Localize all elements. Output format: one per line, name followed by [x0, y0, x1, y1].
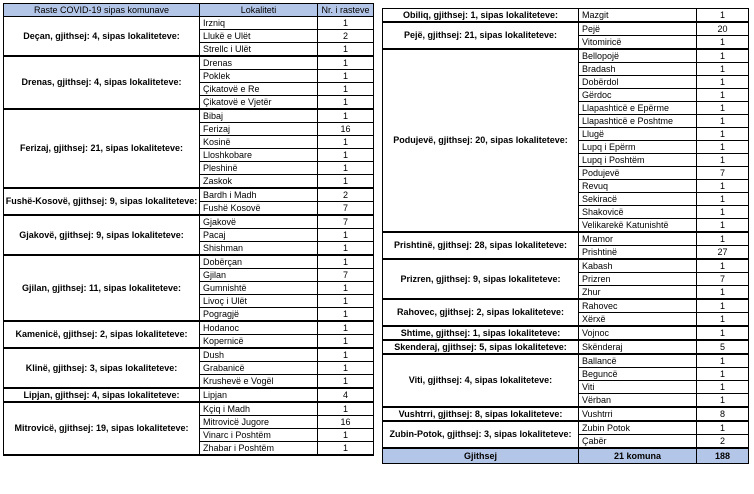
case-count-cell: 4: [318, 388, 374, 402]
locality-cell: Podujevë: [579, 167, 697, 180]
table-row: [383, 421, 749, 435]
total-row: [383, 448, 749, 464]
case-count-cell: 1: [697, 102, 749, 115]
case-count-cell: 1: [697, 354, 749, 368]
case-count-cell: 2: [697, 435, 749, 449]
locality-cell: Çikatovë e Vjetër: [200, 96, 318, 110]
case-count-cell: 1: [318, 295, 374, 308]
locality-cell: Bellopojë: [579, 49, 697, 63]
locality-cell: Lupq i Poshtëm: [579, 154, 697, 167]
case-count-cell: 1: [697, 394, 749, 408]
locality-cell: Irzniq: [200, 17, 318, 30]
case-count-cell: 1: [697, 259, 749, 273]
locality-cell: Ballancë: [579, 354, 697, 368]
case-count-cell: 1: [697, 154, 749, 167]
case-count-cell: 1: [697, 180, 749, 193]
case-count-cell: 1: [697, 232, 749, 246]
locality-cell: Zhabar i Poshtëm: [200, 442, 318, 456]
locality-cell: Strellc i Ulët: [200, 43, 318, 57]
locality-cell: Viti: [579, 381, 697, 394]
case-count-cell: 1: [318, 70, 374, 83]
locality-cell: Kopernicë: [200, 335, 318, 349]
locality-cell: Gjakovë: [200, 215, 318, 229]
case-count-cell: 1: [318, 162, 374, 175]
locality-cell: Beguncë: [579, 368, 697, 381]
case-count-cell: 1: [318, 429, 374, 442]
header-case-count: Nr. i rasteve: [318, 4, 374, 17]
locality-cell: Kosinë: [200, 136, 318, 149]
locality-cell: Revuq: [579, 180, 697, 193]
left-cases-table: [3, 3, 374, 456]
case-count-cell: 1: [697, 326, 749, 340]
case-count-cell: 1: [697, 381, 749, 394]
locality-cell: Vitomiricë: [579, 36, 697, 50]
municipality-cell: Zubin-Potok, gjithsej: 3, sipas lokaliteteve:: [383, 421, 579, 448]
locality-cell: Llukë e Ulët: [200, 30, 318, 43]
locality-cell: Lloshkobare: [200, 149, 318, 162]
municipality-cell: Prizren, gjithsej: 9, sipas lokaliteteve:: [383, 259, 579, 299]
case-count-cell: 1: [697, 76, 749, 89]
header-locality: Lokaliteti: [200, 4, 318, 17]
case-count-cell: 7: [697, 273, 749, 286]
locality-cell: Hodanoc: [200, 321, 318, 335]
locality-cell: Bibaj: [200, 109, 318, 123]
municipality-cell: Pejë, gjithsej: 21, sipas lokaliteteve:: [383, 22, 579, 49]
locality-cell: Pacaj: [200, 229, 318, 242]
locality-cell: Lupq i Epërm: [579, 141, 697, 154]
table-row: [383, 407, 749, 421]
locality-cell: Poklek: [200, 70, 318, 83]
total-municipalities: 21 komuna: [579, 448, 697, 464]
locality-cell: Zubin Potok: [579, 421, 697, 435]
case-count-cell: 1: [318, 255, 374, 269]
table-row: [383, 326, 749, 340]
locality-cell: Llugë: [579, 128, 697, 141]
case-count-cell: 1: [318, 242, 374, 256]
locality-cell: Mazgit: [579, 9, 697, 23]
case-count-cell: 1: [697, 206, 749, 219]
table-row: [383, 354, 749, 368]
case-count-cell: 1: [318, 442, 374, 456]
municipality-cell: Rahovec, gjithsej: 2, sipas lokaliteteve:: [383, 299, 579, 326]
municipality-cell: Gjakovë, gjithsej: 9, sipas lokaliteteve:: [4, 215, 200, 255]
case-count-cell: 1: [318, 175, 374, 189]
case-count-cell: 20: [697, 22, 749, 36]
municipality-cell: Podujevë, gjithsej: 20, sipas lokaliteteve:: [383, 49, 579, 232]
locality-cell: Prizren: [579, 273, 697, 286]
locality-cell: Prishtinë: [579, 246, 697, 260]
locality-cell: Llapashticë e Epërme: [579, 102, 697, 115]
table-row: [383, 340, 749, 354]
table-row: [4, 109, 374, 123]
case-count-cell: 1: [318, 149, 374, 162]
case-count-cell: 1: [318, 43, 374, 57]
locality-cell: Pleshinë: [200, 162, 318, 175]
municipality-cell: Drenas, gjithsej: 4, sipas lokaliteteve:: [4, 56, 200, 109]
locality-cell: Çikatovë e Re: [200, 83, 318, 96]
table-row: [4, 17, 374, 30]
table-row: [4, 321, 374, 335]
table-row: [383, 232, 749, 246]
case-count-cell: 7: [697, 167, 749, 180]
case-count-cell: 1: [697, 49, 749, 63]
municipality-cell: Gjilan, gjithsej: 11, sipas lokaliteteve:: [4, 255, 200, 321]
case-count-cell: 1: [318, 348, 374, 362]
case-count-cell: 7: [318, 269, 374, 282]
total-label: Gjithsej: [383, 448, 579, 464]
table-row: [383, 22, 749, 36]
case-count-cell: 2: [318, 30, 374, 43]
locality-cell: Grabanicë: [200, 362, 318, 375]
case-count-cell: 1: [697, 89, 749, 102]
locality-cell: Rahovec: [579, 299, 697, 313]
case-count-cell: 1: [697, 313, 749, 327]
locality-cell: Gjilan: [200, 269, 318, 282]
municipality-cell: Prishtinë, gjithsej: 28, sipas lokaliteteve:: [383, 232, 579, 259]
case-count-cell: 1: [318, 83, 374, 96]
case-count-cell: 1: [697, 219, 749, 233]
case-count-cell: 1: [318, 17, 374, 30]
municipality-cell: Obiliq, gjithsej: 1, sipas lokaliteteve:: [383, 9, 579, 23]
case-count-cell: 1: [697, 193, 749, 206]
locality-cell: Velikarekë Katunishtë: [579, 219, 697, 233]
municipality-cell: Lipjan, gjithsej: 4, sipas lokaliteteve:: [4, 388, 200, 402]
case-count-cell: 16: [318, 123, 374, 136]
locality-cell: Sekiracë: [579, 193, 697, 206]
table-row: [4, 215, 374, 229]
locality-cell: Xërxë: [579, 313, 697, 327]
locality-cell: Dush: [200, 348, 318, 362]
locality-cell: Vojnoc: [579, 326, 697, 340]
case-count-cell: 1: [697, 36, 749, 50]
locality-cell: Shishman: [200, 242, 318, 256]
table-row: [383, 259, 749, 273]
case-count-cell: 1: [697, 9, 749, 23]
case-count-cell: 7: [318, 202, 374, 216]
header-municipality: Raste COVID-19 sipas komunave: [4, 4, 200, 17]
municipality-cell: Vushtrri, gjithsej: 8, sipas lokaliteteve:: [383, 407, 579, 421]
municipality-cell: Mitrovicë, gjithsej: 19, sipas lokaliteteve:: [4, 402, 200, 455]
case-count-cell: 5: [697, 340, 749, 354]
case-count-cell: 8: [697, 407, 749, 421]
case-count-cell: 16: [318, 416, 374, 429]
municipality-cell: Fushë-Kosovë, gjithsej: 9, sipas lokaliteteve:: [4, 188, 200, 215]
case-count-cell: 1: [318, 321, 374, 335]
locality-cell: Vushtrri: [579, 407, 697, 421]
municipality-cell: Viti, gjithsej: 4, sipas lokaliteteve:: [383, 354, 579, 407]
municipality-cell: Kamenicë, gjithsej: 2, sipas lokaliteteve:: [4, 321, 200, 348]
municipality-cell: Skenderaj, gjithsej: 5, sipas lokaliteteve:: [383, 340, 579, 354]
locality-cell: Gërdoc: [579, 89, 697, 102]
table-row: [4, 255, 374, 269]
case-count-cell: 1: [697, 63, 749, 76]
locality-cell: Bradash: [579, 63, 697, 76]
locality-cell: Kabash: [579, 259, 697, 273]
municipality-cell: Shtime, gjithsej: 1, sipas lokaliteteve:: [383, 326, 579, 340]
locality-cell: Pogragjë: [200, 308, 318, 322]
locality-cell: Mitrovicë Jugore: [200, 416, 318, 429]
locality-cell: Dobërdol: [579, 76, 697, 89]
locality-cell: Çabër: [579, 435, 697, 449]
table-row: [383, 49, 749, 63]
locality-cell: Drenas: [200, 56, 318, 70]
case-count-cell: 1: [697, 286, 749, 300]
case-count-cell: 1: [697, 115, 749, 128]
locality-cell: Vinarc i Poshtëm: [200, 429, 318, 442]
case-count-cell: 27: [697, 246, 749, 260]
table-row: [383, 9, 749, 23]
locality-cell: Vërban: [579, 394, 697, 408]
case-count-cell: 1: [318, 56, 374, 70]
locality-cell: Fushë Kosovë: [200, 202, 318, 216]
case-count-cell: 1: [697, 299, 749, 313]
locality-cell: Ferizaj: [200, 123, 318, 136]
locality-cell: Zaskok: [200, 175, 318, 189]
locality-cell: Mramor: [579, 232, 697, 246]
locality-cell: Krushevë e Vogël: [200, 375, 318, 389]
locality-cell: Dobërçan: [200, 255, 318, 269]
case-count-cell: 1: [318, 282, 374, 295]
right-cases-table: [382, 8, 749, 464]
case-count-cell: 1: [318, 136, 374, 149]
table-row: [4, 56, 374, 70]
case-count-cell: 1: [318, 402, 374, 416]
case-count-cell: 7: [318, 215, 374, 229]
locality-cell: Kçiq i Madh: [200, 402, 318, 416]
table-row: [4, 348, 374, 362]
municipality-cell: Klinë, gjithsej: 3, sipas lokaliteteve:: [4, 348, 200, 388]
locality-cell: Pejë: [579, 22, 697, 36]
total-cases: 188: [697, 448, 749, 464]
locality-cell: Llapashticë e Poshtme: [579, 115, 697, 128]
case-count-cell: 1: [318, 109, 374, 123]
case-count-cell: 1: [697, 421, 749, 435]
case-count-cell: 1: [318, 229, 374, 242]
case-count-cell: 1: [318, 308, 374, 322]
case-count-cell: 1: [318, 96, 374, 110]
case-count-cell: 1: [697, 141, 749, 154]
locality-cell: Zhur: [579, 286, 697, 300]
table-row: [383, 299, 749, 313]
locality-cell: Skënderaj: [579, 340, 697, 354]
locality-cell: Lipjan: [200, 388, 318, 402]
case-count-cell: 1: [697, 128, 749, 141]
municipality-cell: Deçan, gjithsej: 4, sipas lokaliteteve:: [4, 17, 200, 57]
locality-cell: Bardh i Madh: [200, 188, 318, 202]
case-count-cell: 1: [318, 362, 374, 375]
case-count-cell: 2: [318, 188, 374, 202]
table-row: [4, 388, 374, 402]
case-count-cell: 1: [318, 375, 374, 389]
locality-cell: Gumnishtë: [200, 282, 318, 295]
table-row: [4, 188, 374, 202]
locality-cell: Livoç i Ulët: [200, 295, 318, 308]
case-count-cell: 1: [318, 335, 374, 349]
municipality-cell: Ferizaj, gjithsej: 21, sipas lokaliteteve:: [4, 109, 200, 188]
locality-cell: Shakovicë: [579, 206, 697, 219]
table-row: [4, 402, 374, 416]
case-count-cell: 1: [697, 368, 749, 381]
